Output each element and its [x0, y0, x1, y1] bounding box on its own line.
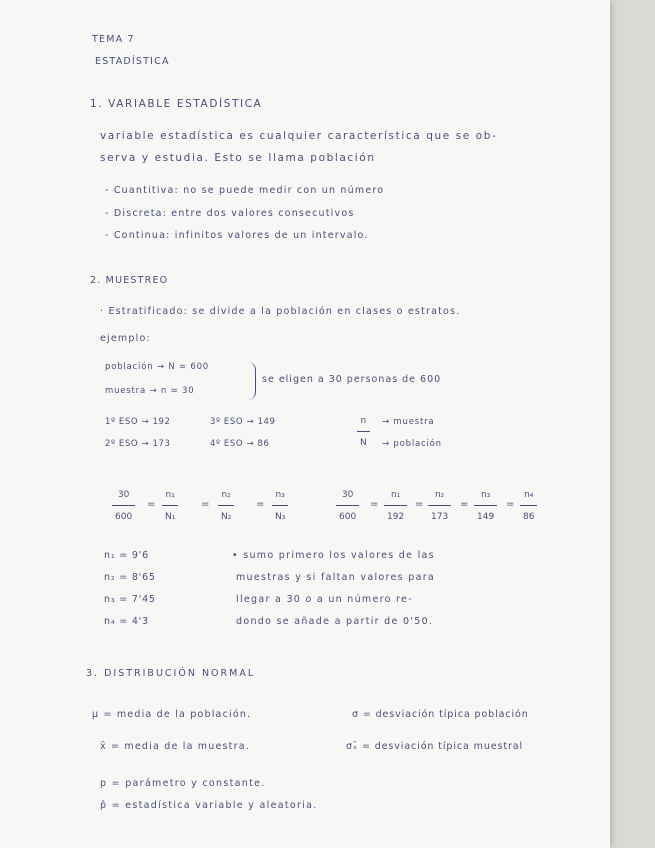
fraction-a-2: [218, 490, 234, 522]
eso-1: 1º ESO → 192: [105, 417, 171, 427]
ratio-numerator: n: [360, 416, 367, 426]
fraction-numerator: n₃: [480, 490, 491, 500]
fraction-a-0: [112, 490, 135, 522]
xbar-definition: x̄ = media de la muestra.: [100, 741, 250, 752]
section-1-title: 1. VARIABLE ESTADÍSTICA: [90, 98, 263, 110]
fraction-a-3: [272, 490, 288, 522]
p-definition: p = parámetro y constante.: [100, 778, 266, 789]
fraction-numerator: 30: [341, 490, 354, 500]
sigma-definition: σ = desviación típica población: [352, 709, 529, 720]
equals-sign: =: [147, 499, 156, 510]
fraction-numerator: n₁: [390, 490, 401, 500]
definition-line-1: variable estadística es cualquier característica que se ob-: [100, 130, 498, 142]
result-n2: n₂ = 8'65: [104, 572, 156, 583]
fraction-numerator: n₄: [524, 490, 534, 500]
note-line-4: dondo se añade a partir de 0'50.: [236, 616, 434, 627]
definition-line-2: serva y estudia. Esto se llama población: [100, 152, 376, 164]
result-n4: n₄ = 4'3: [104, 616, 149, 627]
section-3-title: 3. DISTRIBUCIÓN NORMAL: [86, 668, 256, 679]
fraction-numerator: n₃: [275, 490, 285, 500]
fraction-denominator: N₁: [165, 512, 176, 522]
fraction-b-4: [520, 490, 537, 522]
fraction-b-3: [474, 490, 497, 522]
bullet-cuantitiva: - Cuantitiva: no se puede medir con un número: [105, 185, 385, 196]
equals-sign: =: [415, 499, 424, 510]
equals-sign: =: [256, 499, 265, 510]
muestra-line: muestra → n = 30: [105, 386, 195, 396]
fraction-bar: [357, 431, 370, 432]
subject-title: ESTADÍSTICA: [95, 56, 170, 67]
fraction-denominator: 600: [115, 512, 133, 522]
equals-sign: =: [506, 499, 515, 510]
equals-sign: =: [201, 499, 210, 510]
ratio-poblacion: → población: [382, 439, 442, 449]
eligen-line: se eligen a 30 personas de 600: [262, 374, 442, 385]
equals-sign: =: [460, 499, 469, 510]
ratio-denominator: N: [360, 438, 367, 448]
fraction-b-2: [428, 490, 451, 522]
mu-definition: μ = media de la población.: [92, 709, 252, 720]
bullet-continua: - Continua: infinitos valores de un intervalo.: [105, 230, 369, 241]
fraction-b-1: [384, 490, 407, 522]
poblacion-line: población → N = 600: [105, 362, 210, 372]
note-line-2: muestras y si faltan valores para: [236, 572, 436, 583]
eso-2: 2º ESO → 173: [105, 439, 171, 449]
note-line-3: llegar a 30 o a un número re-: [236, 594, 413, 605]
estratificado-line: · Estratificado: se divide a la población en clases o estratos.: [100, 306, 461, 317]
fraction-denominator: 86: [523, 512, 535, 522]
bullet-discreta: - Discreta: entre dos valores consecutivos: [105, 208, 355, 219]
note-line-1: • sumo primero los valores de las: [232, 550, 435, 561]
equals-sign: =: [370, 499, 379, 510]
fraction-numerator: n₁: [165, 490, 175, 500]
fraction-numerator: n₂: [434, 490, 445, 500]
ejemplo-label: ejemplo:: [100, 333, 151, 344]
curly-brace: [248, 362, 256, 400]
fraction-b-0: [336, 490, 359, 522]
section-2-title: 2. MUESTREO: [90, 275, 169, 286]
phat-definition: p̂ = estadística variable y aleatoria.: [100, 800, 318, 811]
result-n1: n₁ = 9'6: [104, 550, 149, 561]
fraction-a-1: [162, 490, 178, 522]
fraction-denominator: N₂: [221, 512, 232, 522]
fraction-denominator: 192: [387, 512, 405, 522]
eso-4: 4º ESO → 86: [210, 439, 270, 449]
topic-number: TEMA 7: [92, 34, 135, 45]
eso-3: 3º ESO → 149: [210, 417, 276, 427]
fraction-numerator: n₂: [221, 490, 231, 500]
fraction-numerator: 30: [117, 490, 130, 500]
fraction-denominator: N₃: [275, 512, 286, 522]
fraction-denominator: 600: [339, 512, 357, 522]
ratio-fraction: [357, 416, 370, 448]
ratio-muestra: → muestra: [382, 417, 435, 427]
fraction-denominator: 149: [477, 512, 495, 522]
fraction-denominator: 173: [431, 512, 449, 522]
result-n3: n₃ = 7'45: [104, 594, 156, 605]
sigma-xbar-definition: σₓ̄ = desviación típica muestral: [346, 741, 524, 752]
